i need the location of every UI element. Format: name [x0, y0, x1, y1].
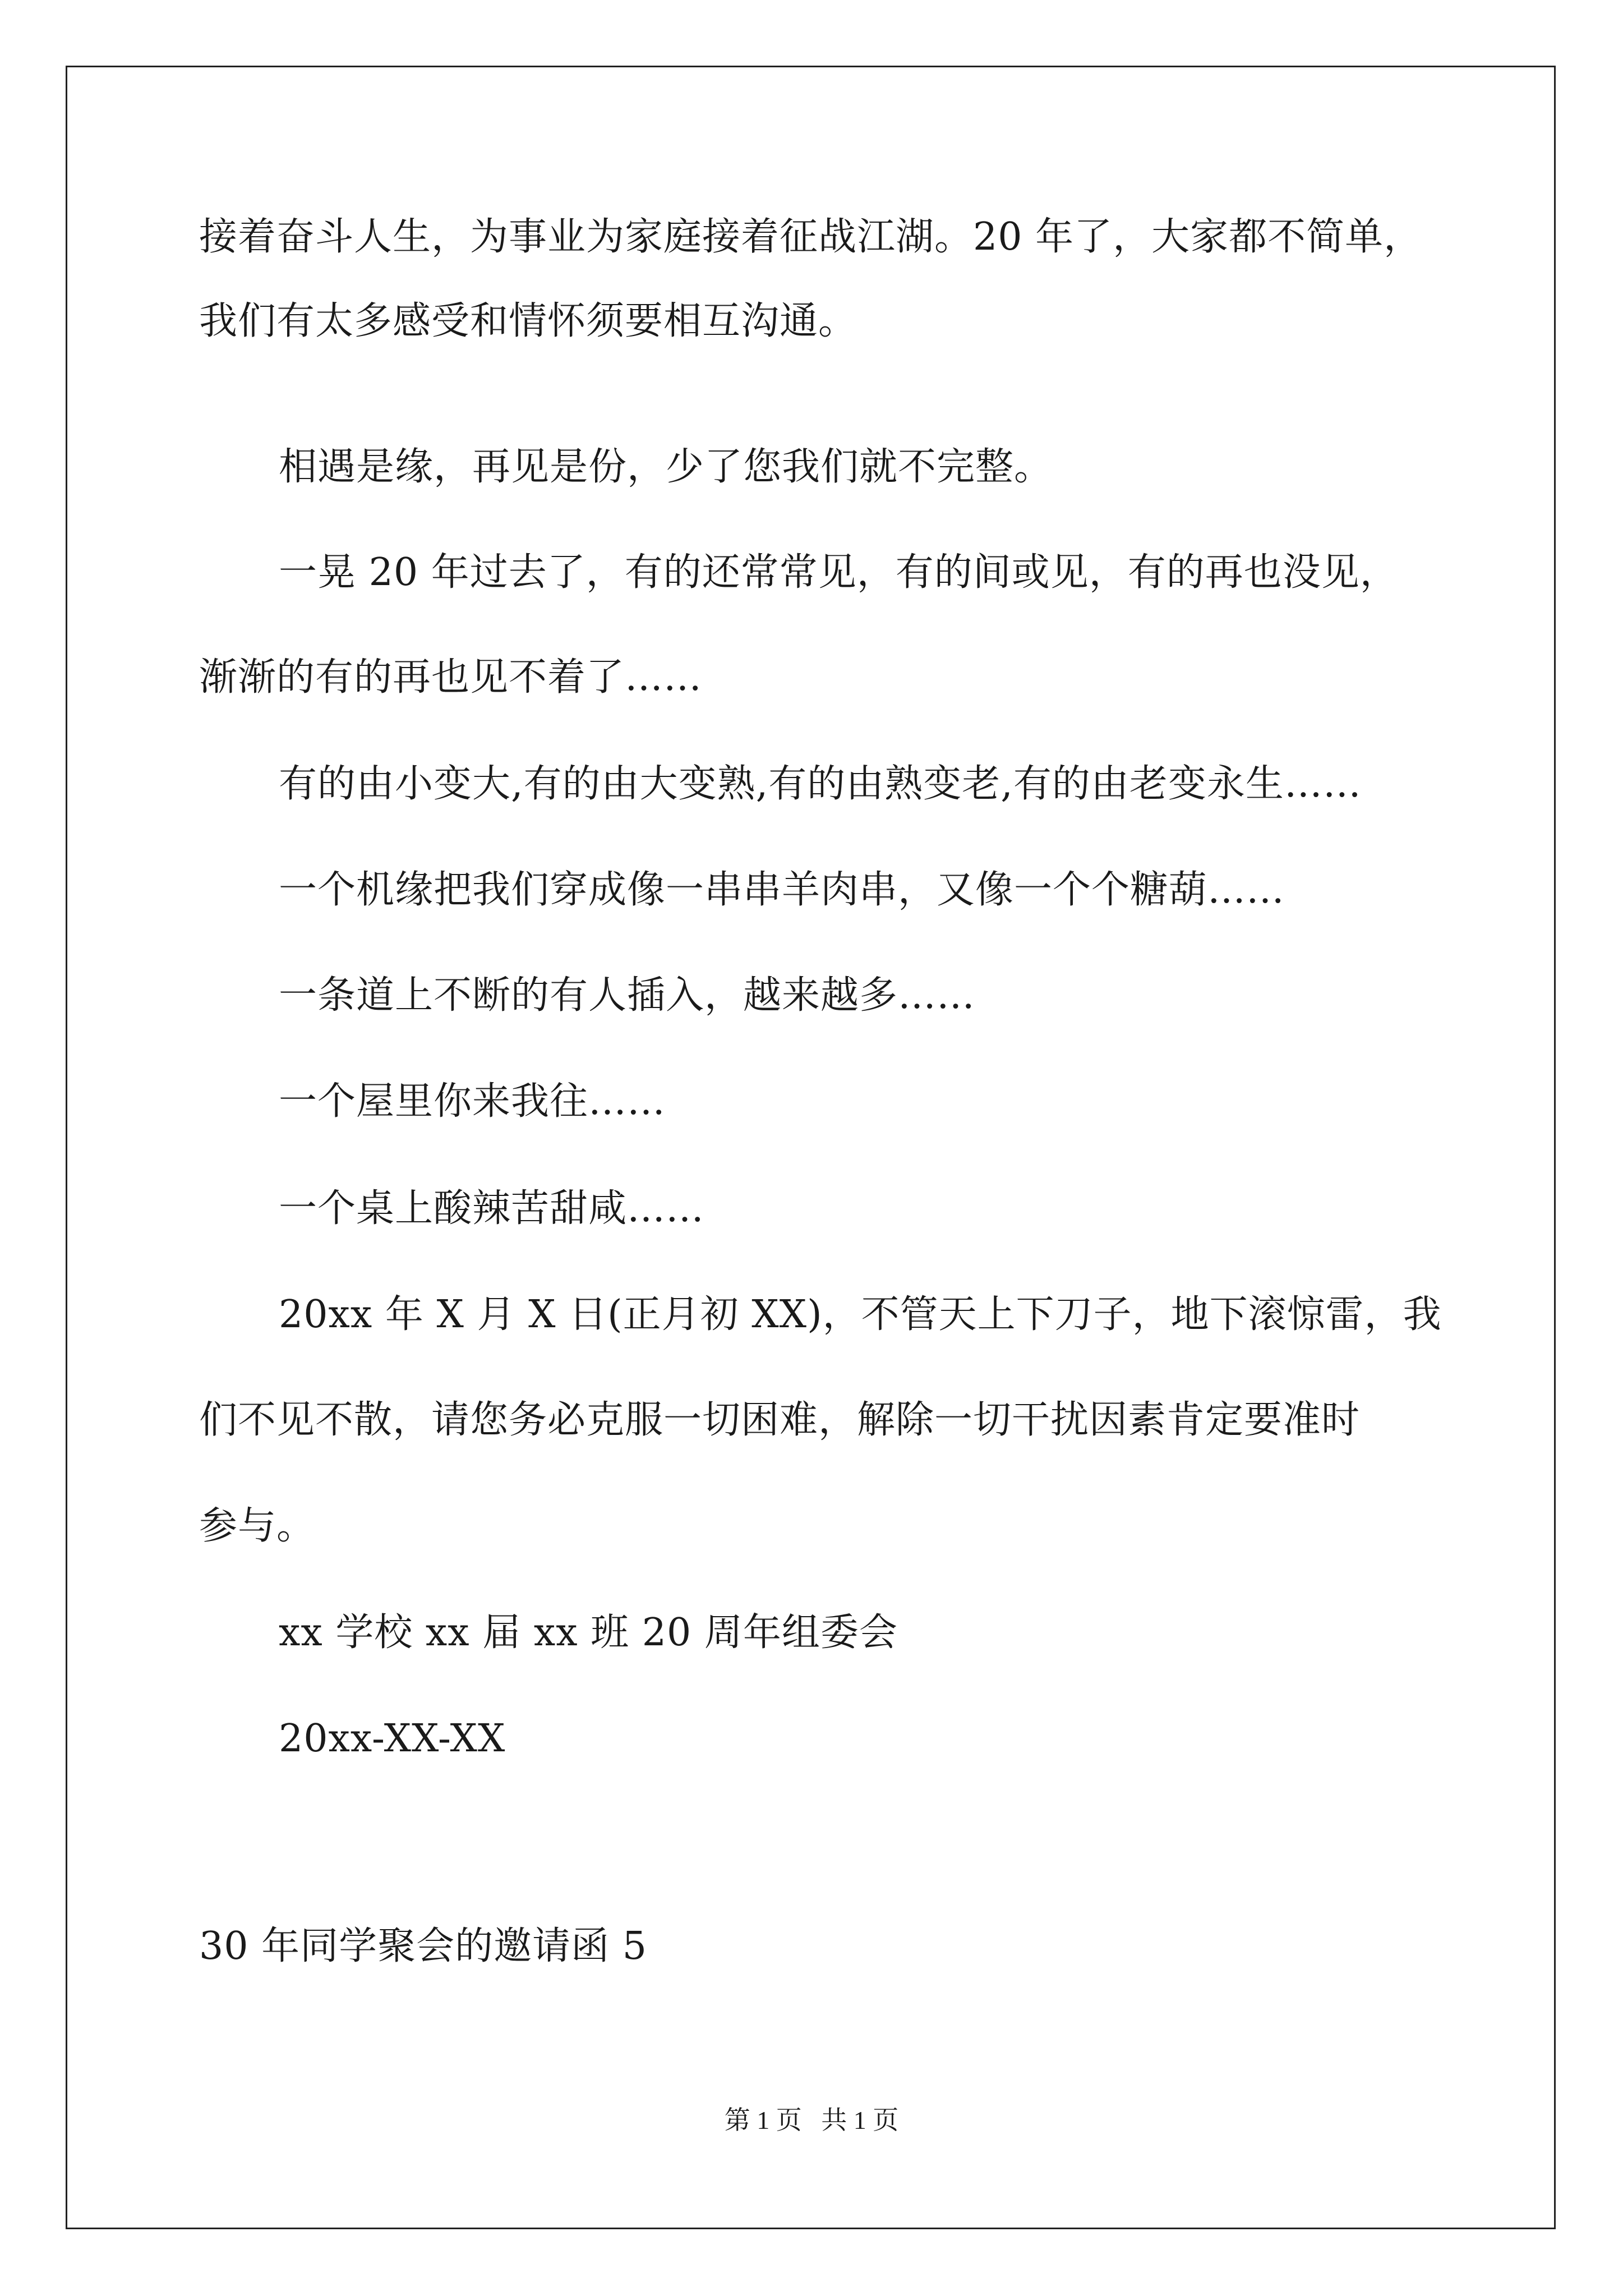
- paragraph-line: 我们有太多感受和情怀须要相互沟通。: [199, 299, 857, 343]
- paragraph-line: 相遇是缘，再见是份，少了您我们就不完整。: [279, 445, 1053, 489]
- paragraph-line: 一条道上不断的有人插入，越来越多……: [279, 973, 976, 1018]
- paragraph-line: 参与。: [199, 1504, 316, 1548]
- paragraph-line: 一个桌上酸辣苦甜咸……: [279, 1186, 705, 1231]
- page-border: [66, 66, 1556, 2229]
- paragraph-line: 一个机缘把我们穿成像一串串羊肉串，又像一个个糖葫……: [279, 868, 1285, 912]
- paragraph-line: 们不见不散，请您务必克服一切困难，解除一切干扰因素肯定要准时: [199, 1398, 1361, 1442]
- paragraph-line: 一个屋里你来我往……: [279, 1079, 666, 1124]
- paragraph-line: 有的由小变大,有的由大变熟,有的由熟变老,有的由老变永生……: [279, 762, 1362, 806]
- page-number-footer: 第 1 页 共 1 页: [724, 2106, 899, 2134]
- paragraph-line: 一晃 20 年过去了，有的还常常见，有的间或见，有的再也没见，: [279, 550, 1399, 595]
- paragraph-line: 接着奋斗人生，为事业为家庭接着征战江湖。20 年了，大家都不简单，: [199, 215, 1423, 259]
- signature-date: 20xx-XX-XX: [279, 1717, 506, 1761]
- paragraph-line: 20xx 年 X 月 X 日(正月初 XX)，不管天上下刀子，地下滚惊雷，我: [279, 1292, 1442, 1337]
- paragraph-line: 渐渐的有的再也见不着了……: [199, 655, 703, 700]
- signature-organizer: xx 学校 xx 届 xx 班 20 周年组委会: [279, 1611, 898, 1655]
- section-heading: 30 年同学聚会的邀请函 5: [199, 1924, 648, 1968]
